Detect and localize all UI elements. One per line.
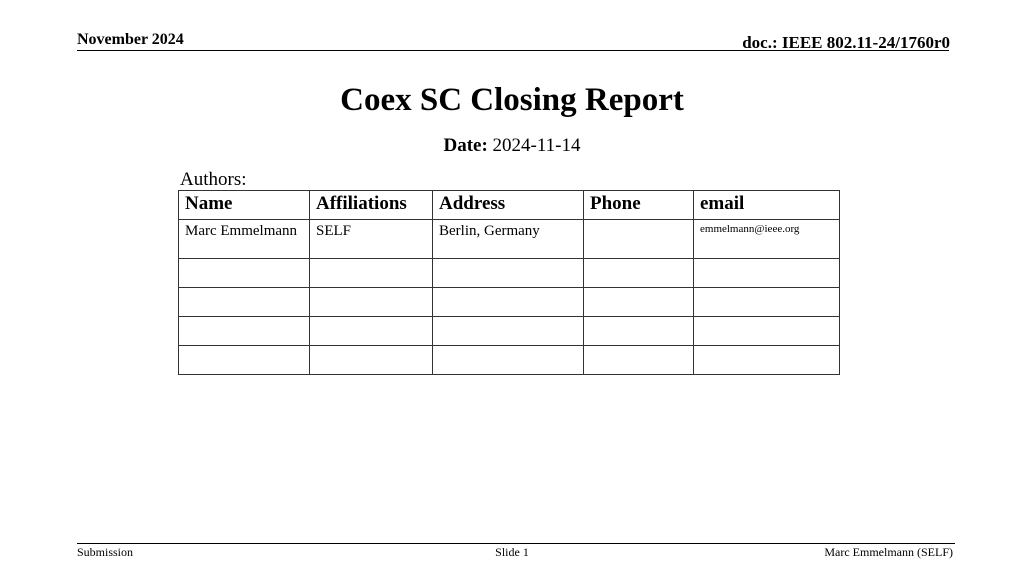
table-row	[179, 317, 840, 346]
table-header-row	[179, 191, 840, 220]
author-name-cell: Marc Emmelmann	[179, 220, 310, 259]
author-name-cell	[179, 288, 310, 317]
author-address-cell	[433, 346, 584, 375]
author-phone-cell	[584, 220, 694, 259]
author-affiliation-cell	[310, 317, 433, 346]
authors-table	[178, 190, 840, 375]
author-email-cell	[694, 346, 840, 375]
footer-submission: Submission	[77, 545, 134, 559]
footer-divider	[77, 543, 955, 544]
author-affiliation-cell	[310, 346, 433, 375]
author-email-cell	[694, 259, 840, 288]
col-header-affiliations: Affiliations	[310, 191, 433, 220]
date-label: Date:	[443, 135, 488, 156]
col-header-address: Address	[433, 191, 584, 220]
author-address-cell	[433, 288, 584, 317]
table-row	[179, 288, 840, 317]
date-line	[0, 135, 1024, 157]
table-row	[179, 346, 840, 375]
author-email-cell: emmelmann@ieee.org	[694, 220, 840, 259]
table-row	[179, 259, 840, 288]
author-phone-cell	[584, 346, 694, 375]
author-address-cell	[433, 259, 584, 288]
header-divider	[77, 50, 949, 51]
author-address-cell	[433, 317, 584, 346]
author-name-cell	[179, 259, 310, 288]
author-affiliation-cell: SELF	[310, 220, 433, 259]
author-email-cell	[694, 288, 840, 317]
author-phone-cell	[584, 259, 694, 288]
author-phone-cell	[584, 317, 694, 346]
footer-author: Marc Emmelmann (SELF)	[824, 545, 953, 559]
author-affiliation-cell	[310, 288, 433, 317]
table-row	[179, 220, 840, 259]
header-date: November 2024	[77, 31, 184, 48]
author-name-cell	[179, 346, 310, 375]
author-phone-cell	[584, 288, 694, 317]
col-header-email: email	[694, 191, 840, 220]
author-address-cell: Berlin, Germany	[433, 220, 584, 259]
header-doc-id: doc.: IEEE 802.11-24/1760r0	[742, 33, 950, 52]
slide-title: Coex SC Closing Report	[340, 82, 684, 118]
col-header-phone: Phone	[584, 191, 694, 220]
author-affiliation-cell	[310, 259, 433, 288]
date-value: 2024-11-14	[492, 135, 581, 156]
author-name-cell	[179, 317, 310, 346]
footer-slide-number: Slide 1	[495, 545, 529, 559]
authors-label: Authors:	[180, 169, 247, 190]
author-email-cell	[694, 317, 840, 346]
col-header-name: Name	[179, 191, 310, 220]
